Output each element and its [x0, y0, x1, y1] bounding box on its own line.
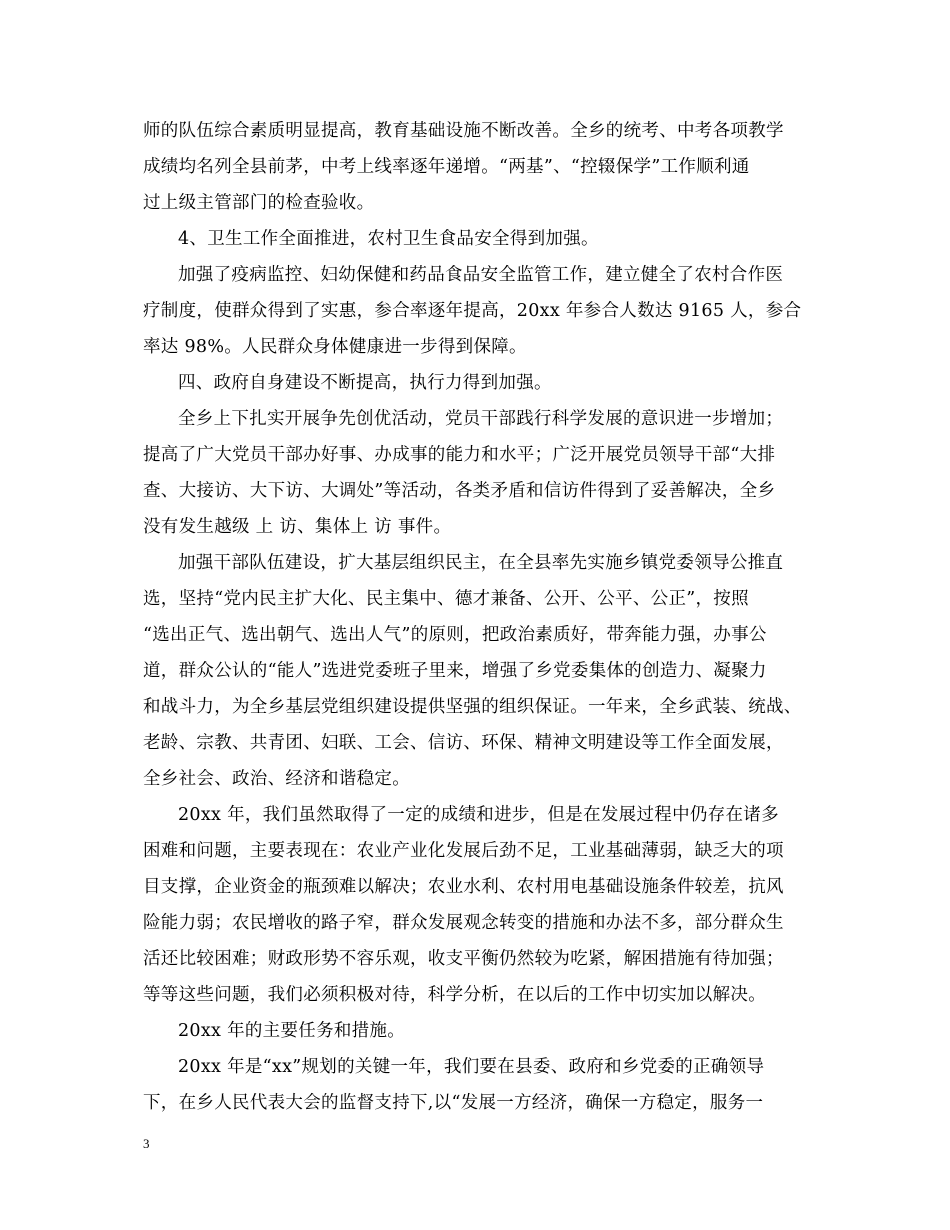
text-line: 没有发生越级 上 访、集体上 访 事件。 [143, 517, 452, 537]
text-line: 查、大接访、大下访、大调处”等活动，各类矛盾和信访件得到了妥善解决，全乡 [143, 481, 776, 501]
text-line: 目支撑，企业资金的瓶颈难以解决；农业水利、农村用电基础设施条件较差，抗风 [143, 877, 784, 897]
text-line: 师的队伍综合素质明显提高，教育基础设施不断改善。全乡的统考、中考各项教学 [143, 121, 784, 141]
text-line: 全乡社会、政治、经济和谐稳定。 [143, 769, 410, 789]
text-line: 20xx 年的主要任务和措施。 [178, 1021, 406, 1041]
text-line: 提高了广大党员干部办好事、办成事的能力和水平；广泛开展党员领导干部“大排 [143, 445, 776, 465]
text-line: 险能力弱；农民增收的路子窄，群众发展观念转变的措施和办法不多，部分群众生 [143, 913, 784, 933]
text-line: 疗制度，使群众得到了实惠，参合率逐年提高，20xx 年参合人数达 9165 人，参合 [143, 301, 802, 321]
text-line: 道，群众公认的“能人”选进党委班子里来，增强了乡党委集体的创造力、凝聚力 [143, 661, 767, 681]
page-number: 3 [143, 1136, 150, 1151]
text-line: 四、政府自身建设不断提高，执行力得到加强。 [178, 373, 552, 393]
text-line: 选，坚持“党内民主扩大化、民主集中、德才兼备、公开、公平、公正”，按照 [143, 589, 749, 609]
text-line: 20xx 年是“xx”规划的关键一年，我们要在县委、政府和乡党委的正确领导 [178, 1057, 765, 1077]
text-line: 下，在乡人民代表大会的监督支持下,以“发展一方经济，确保一方稳定，服务一 [143, 1093, 764, 1113]
text-line: 等等这些问题，我们必须积极对待，科学分析，在以后的工作中切实加以解决。 [143, 985, 766, 1005]
text-line: 和战斗力，为全乡基层党组织建设提供坚强的组织保证。一年来，全乡武装、统战、 [143, 697, 802, 717]
text-line: 活还比较困难；财政形势不容乐观，收支平衡仍然较为吃紧，解困措施有待加强； [143, 949, 784, 969]
text-line: 20xx 年，我们虽然取得了一定的成绩和进步，但是在发展过程中仍存在诸多 [178, 805, 779, 825]
text-line: 4、卫生工作全面推进，农村卫生食品安全得到加强。 [178, 229, 599, 249]
text-line: 困难和问题，主要表现在：农业产业化发展后劲不足，工业基础薄弱，缺乏大的项 [143, 841, 784, 861]
text-line: 全乡上下扎实开展争先创优活动，党员干部践行科学发展的意识进一步增加； [178, 409, 784, 429]
text-line: 成绩均名列全县前茅，中考上线率逐年递增。“两基”、“控辍保学”工作顺利通 [143, 157, 750, 177]
text-line: 加强干部队伍建设，扩大基层组织民主，在全县率先实施乡镇党委领导公推直 [178, 553, 784, 573]
text-line: 过上级主管部门的检查验收。 [143, 193, 375, 213]
text-line: 老龄、宗教、共青团、妇联、工会、信访、环保、精神文明建设等工作全面发展， [143, 733, 784, 753]
text-line: 加强了疫病监控、妇幼保健和药品食品安全监管工作，建立健全了农村合作医 [178, 265, 784, 285]
text-line: 率达 98%。人民群众身体健康进一步得到保障。 [143, 337, 527, 357]
text-line: “选出正气、选出朝气、选出人气”的原则，把政治素质好，带奔能力强，办事公 [143, 625, 767, 645]
